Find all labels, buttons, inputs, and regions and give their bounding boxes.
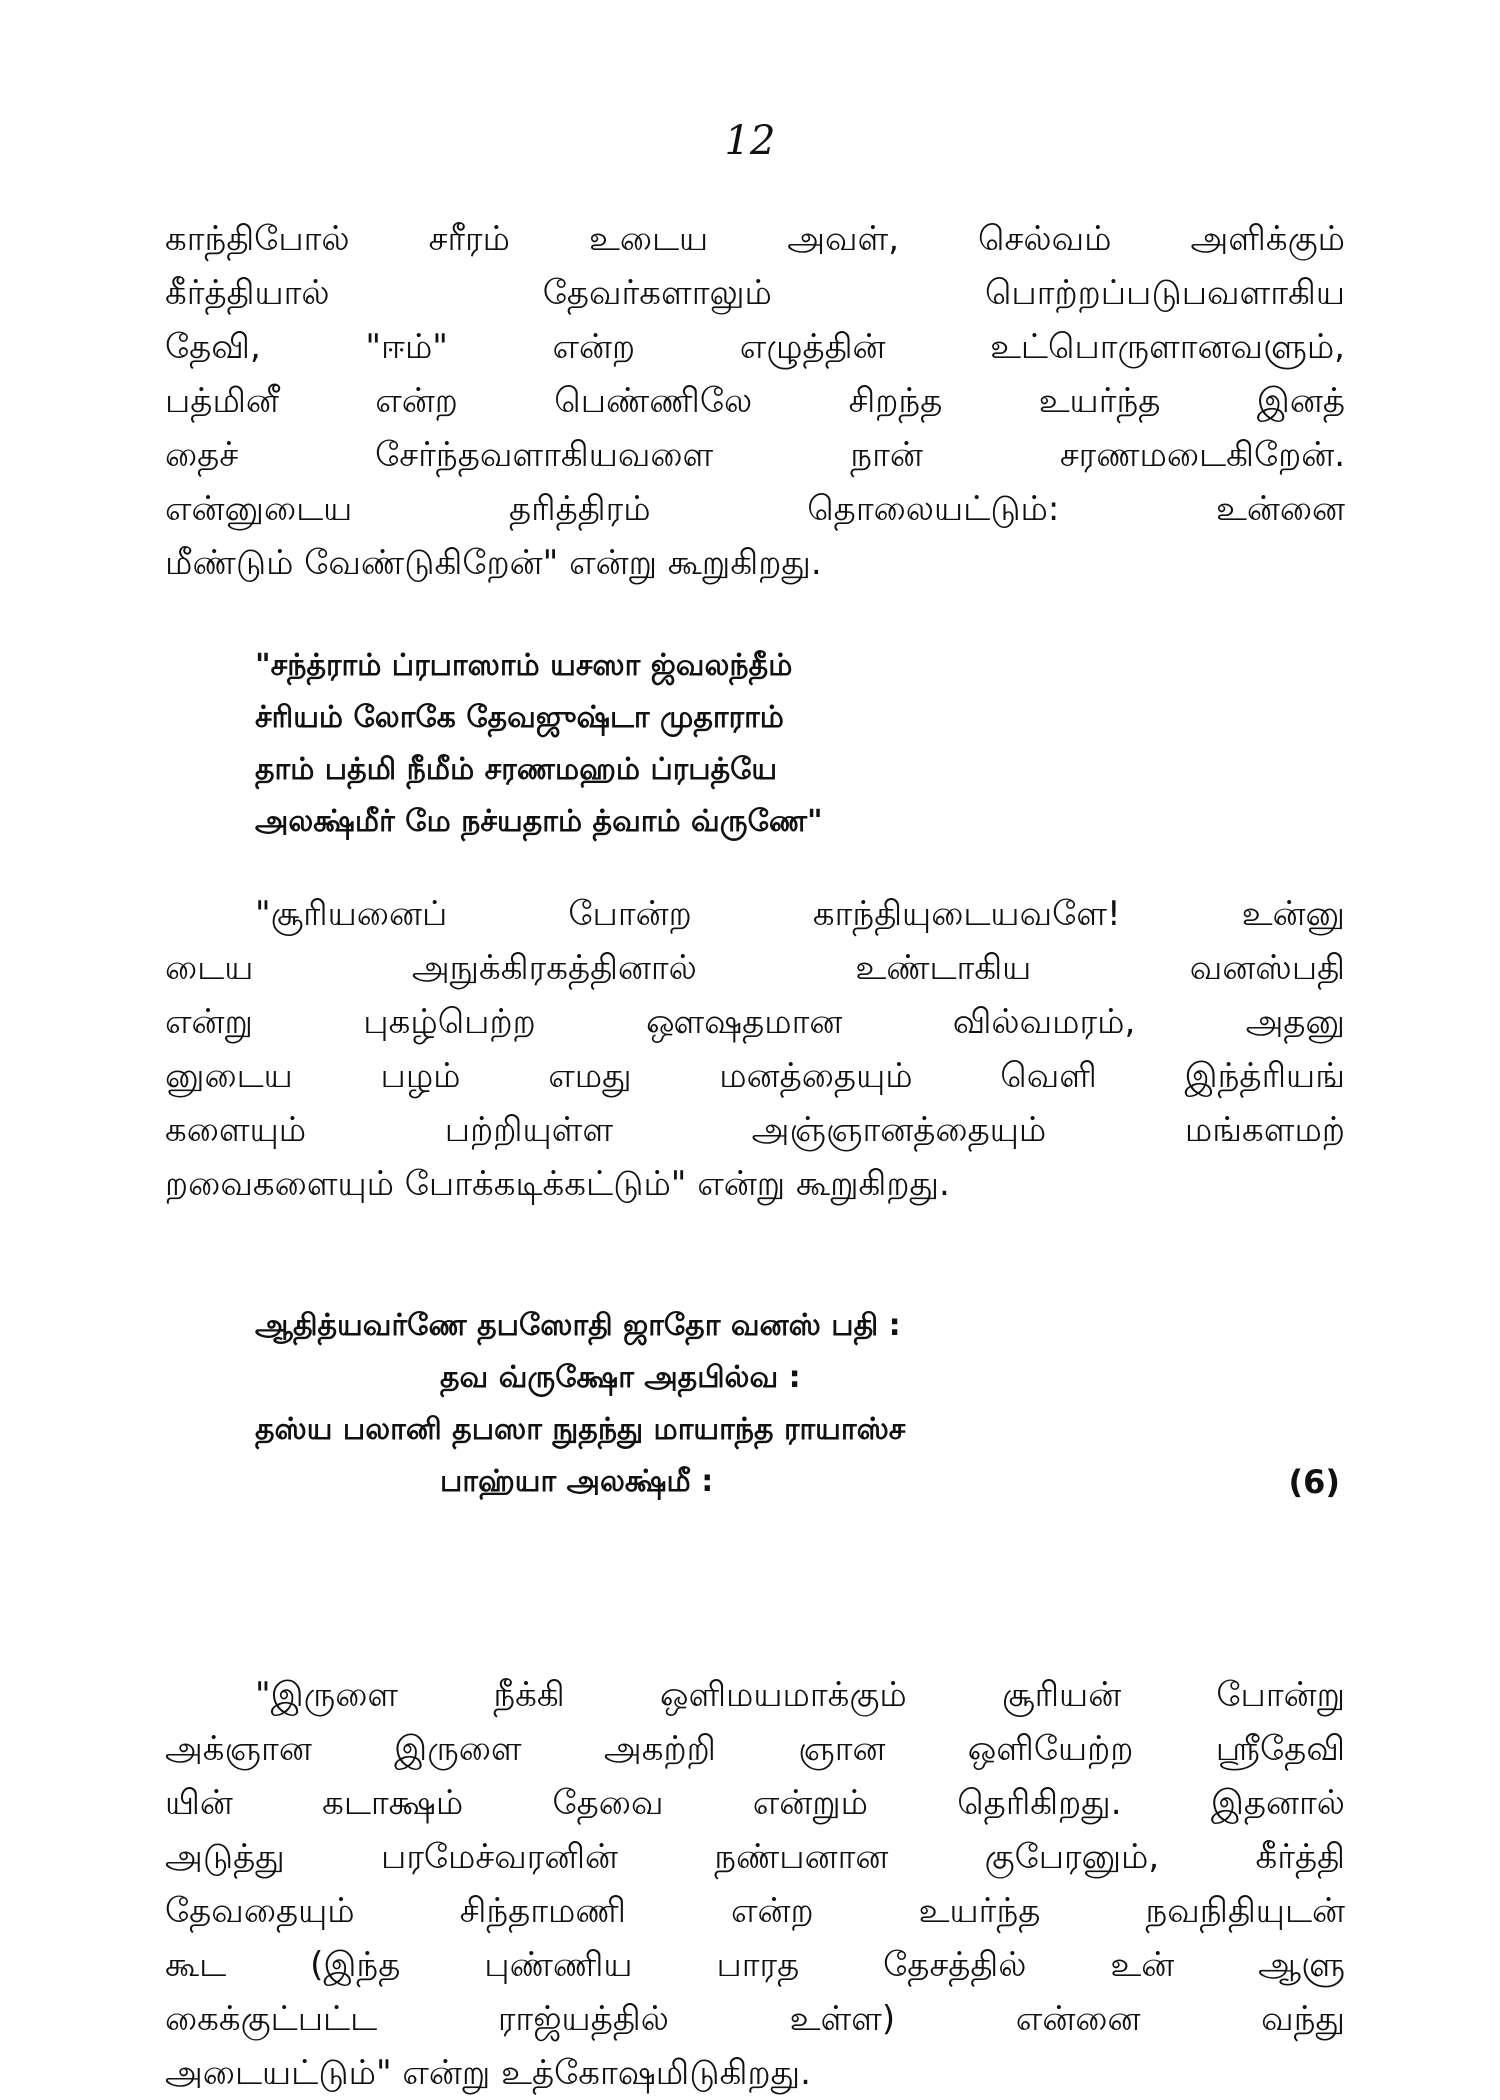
text-line: தேவதையும் சிந்தாமணி என்ற உயர்ந்த நவநிதியுடன் (165, 1891, 1345, 1931)
paragraph-3 (165, 1668, 1345, 2100)
text-line: கீர்த்தியால் தேவர்களாலும் பொற்றப்படுபவளாகிய (165, 273, 1345, 313)
text-line: மீண்டும் வேண்டுகிறேன்" என்று கூறுகிறது. (165, 543, 822, 583)
verse-1 (255, 640, 1255, 848)
text-line: என்று புகழ்பெற்ற ஔஷதமான வில்வமரம், அதனு (165, 1002, 1345, 1042)
verse-line: தஸ்ய பலானி தபஸா நுதந்து மாயாந்த ராயாஸ்ச (255, 1412, 906, 1447)
text-line: னுடைய பழம் எமது மனத்தையும் வெளி இந்த்ரியங் (165, 1056, 1345, 1096)
text-line: என்னுடைய தரித்திரம் தொலையட்டும்: உன்னை (165, 489, 1345, 529)
verse-final-row (255, 1456, 1340, 1508)
text-line: "சூரியனைப் போன்ற காந்தியுடையவளே! உன்னு (255, 894, 1345, 934)
text-line: யின் கடாக்ஷம் தேவை என்றும் தெரிகிறது. இதனால் (165, 1783, 1345, 1823)
text-line: டைய அநுக்கிரகத்தினால் உண்டாகிய வனஸ்பதி (165, 948, 1345, 988)
text-line: அடையட்டும்" என்று உத்கோஷமிடுகிறது. (165, 2053, 811, 2093)
verse-line: ஆதித்யவர்ணே தபஸோதி ஜாதோ வனஸ் பதி : (255, 1308, 901, 1343)
text-line: காந்திபோல் சரீரம் உடைய அவள், செல்வம் அளிக்கும் (165, 219, 1345, 259)
verse-line: "சந்த்ராம் ப்ரபாஸாம் யசஸா ஜ்வலந்தீம் (255, 648, 793, 683)
verse-line: அலக்ஷ்மீர் மே நச்யதாம் த்வாம் வ்ருணே" (255, 804, 823, 839)
text-line: பத்மினீ என்ற பெண்ணிலே சிறந்த உயர்ந்த இனத் (165, 381, 1345, 421)
verse-line: தவ வ்ருக்ஷோ அதபில்வ : (440, 1360, 801, 1395)
page-number: 12 (724, 118, 776, 164)
text-line: அடுத்து பரமேச்வரனின் நண்பனான குபேரனும், கீர்த்தி (165, 1837, 1345, 1877)
text-line: அக்ஞான இருளை அகற்றி ஞான ஒளியேற்ற ஸ்ரீதேவி (165, 1729, 1345, 1769)
text-line: தைச் சேர்ந்தவளாகியவளை நான் சரணமடைகிறேன். (165, 435, 1345, 475)
verse-line: ச்ரியம் லோகே தேவஜுஷ்டா முதாராம் (255, 700, 784, 735)
text-line: "இருளை நீக்கி ஒளிமயமாக்கும் சூரியன் போன்று (255, 1675, 1345, 1715)
text-line: கைக்குட்பட்ட ராஜ்யத்தில் உள்ள) என்னை வந்து (165, 1999, 1345, 2039)
verse-line: பாஹ்யா அலக்ஷ்மீ : (440, 1464, 714, 1499)
text-line: தேவி, "ஈம்" என்ற எழுத்தின் உட்பொருளானவளும், (165, 327, 1345, 367)
paragraph-1 (165, 212, 1345, 590)
text-line: றவைகளையும் போக்கடிக்கட்டும்" என்று கூறுகிறது. (165, 1164, 950, 1204)
text-line: களையும் பற்றியுள்ள அஞ்ஞானத்தையும் மங்களமற் (165, 1110, 1345, 1150)
verse-line: தாம் பத்மி நீமீம் சரணமஹம் ப்ரபத்யே (255, 752, 778, 787)
verse-number: (6) (1288, 1463, 1340, 1501)
text-line: கூட (இந்த புண்ணிய பாரத தேசத்தில் உன் ஆளு (165, 1945, 1345, 1985)
verse-2 (255, 1300, 1340, 1508)
paragraph-2 (165, 887, 1345, 1211)
